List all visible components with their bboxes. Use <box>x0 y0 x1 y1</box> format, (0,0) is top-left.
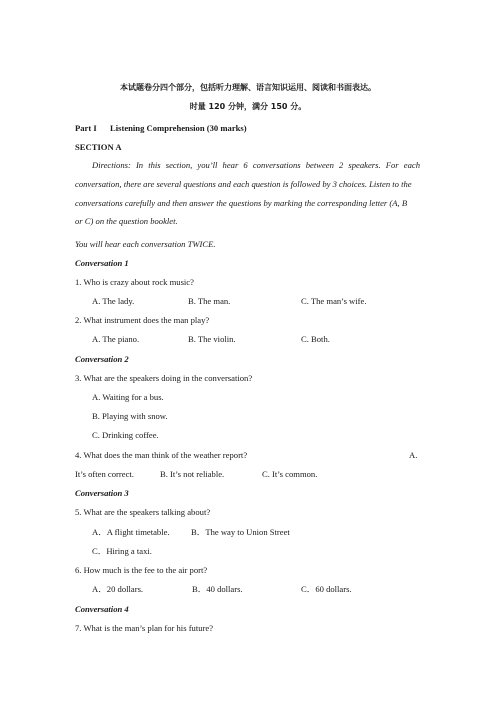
option-c: C. Drinking coffee. <box>92 430 159 440</box>
directions-twice-note: You will hear each conversation TWICE. <box>75 239 216 249</box>
option-c: C．Hiring a taxi. <box>92 546 152 556</box>
option-b: B. It’s not reliable. <box>160 469 225 479</box>
option-a: A. The lady. <box>92 296 135 306</box>
option-c: C. Both. <box>301 334 330 344</box>
exam-intro-line: 本试题卷分四个部分，包括听力理解、语言知识运用、阅读和书面表达。 <box>120 83 376 92</box>
question-text: 3. What are the speakers doing in the conversation? <box>75 373 253 383</box>
option-b: B. The violin. <box>188 334 236 344</box>
question-text: 5. What are the speakers talking about? <box>75 507 211 517</box>
conversation-heading: Conversation 1 <box>75 258 129 268</box>
option-c: C．60 dollars. <box>301 584 352 594</box>
directions-line-4: or C) on the question booklet. <box>75 216 178 226</box>
option-a-label: A. <box>409 450 418 460</box>
option-b: B. The man. <box>188 296 231 306</box>
question-text: 7. What is the man’s plan for his future? <box>75 623 214 633</box>
exam-time-line: 时量 120 分钟，满分 150 分。 <box>189 102 307 111</box>
conversation-heading: Conversation 2 <box>75 354 129 364</box>
option-a: A．A flight timetable. <box>92 527 170 537</box>
question-text: 2. What instrument does the man play? <box>75 315 210 325</box>
option-a: A. Waiting for a bus. <box>92 392 164 402</box>
directions-line-3: conversations carefully and then answer the questions by marking the corresponding letter (A, B <box>75 198 408 208</box>
option-c: C. It’s common. <box>262 469 318 479</box>
conversation-heading: Conversation 3 <box>75 488 129 498</box>
question-text: 4. What does the man think of the weather report? <box>75 450 248 460</box>
option-b: B. Playing with snow. <box>92 411 168 421</box>
option-b: B．The way to Union Street <box>191 527 290 537</box>
question-text: 6. How much is the fee to the air port? <box>75 565 208 575</box>
option-a: It’s often correct. <box>75 469 134 479</box>
part-title-name: Listening Comprehension (30 marks) <box>110 123 247 133</box>
directions-line-2: conversation, there are several questions and each question is followed by 3 choices. Listen to the <box>75 179 412 189</box>
option-b: B．40 dollars. <box>192 584 243 594</box>
option-a: A. The piano. <box>92 334 140 344</box>
part-title-number: Part I <box>75 123 97 133</box>
conversation-heading: Conversation 4 <box>75 604 129 614</box>
section-heading: SECTION A <box>75 142 122 152</box>
option-a: A．20 dollars. <box>92 584 144 594</box>
directions-line-1: Directions: In this section, you’ll hear 6 conversations between 2 speakers. For each <box>92 160 420 170</box>
question-text: 1. Who is crazy about rock music? <box>75 277 194 287</box>
option-c: C. The man’s wife. <box>301 296 367 306</box>
